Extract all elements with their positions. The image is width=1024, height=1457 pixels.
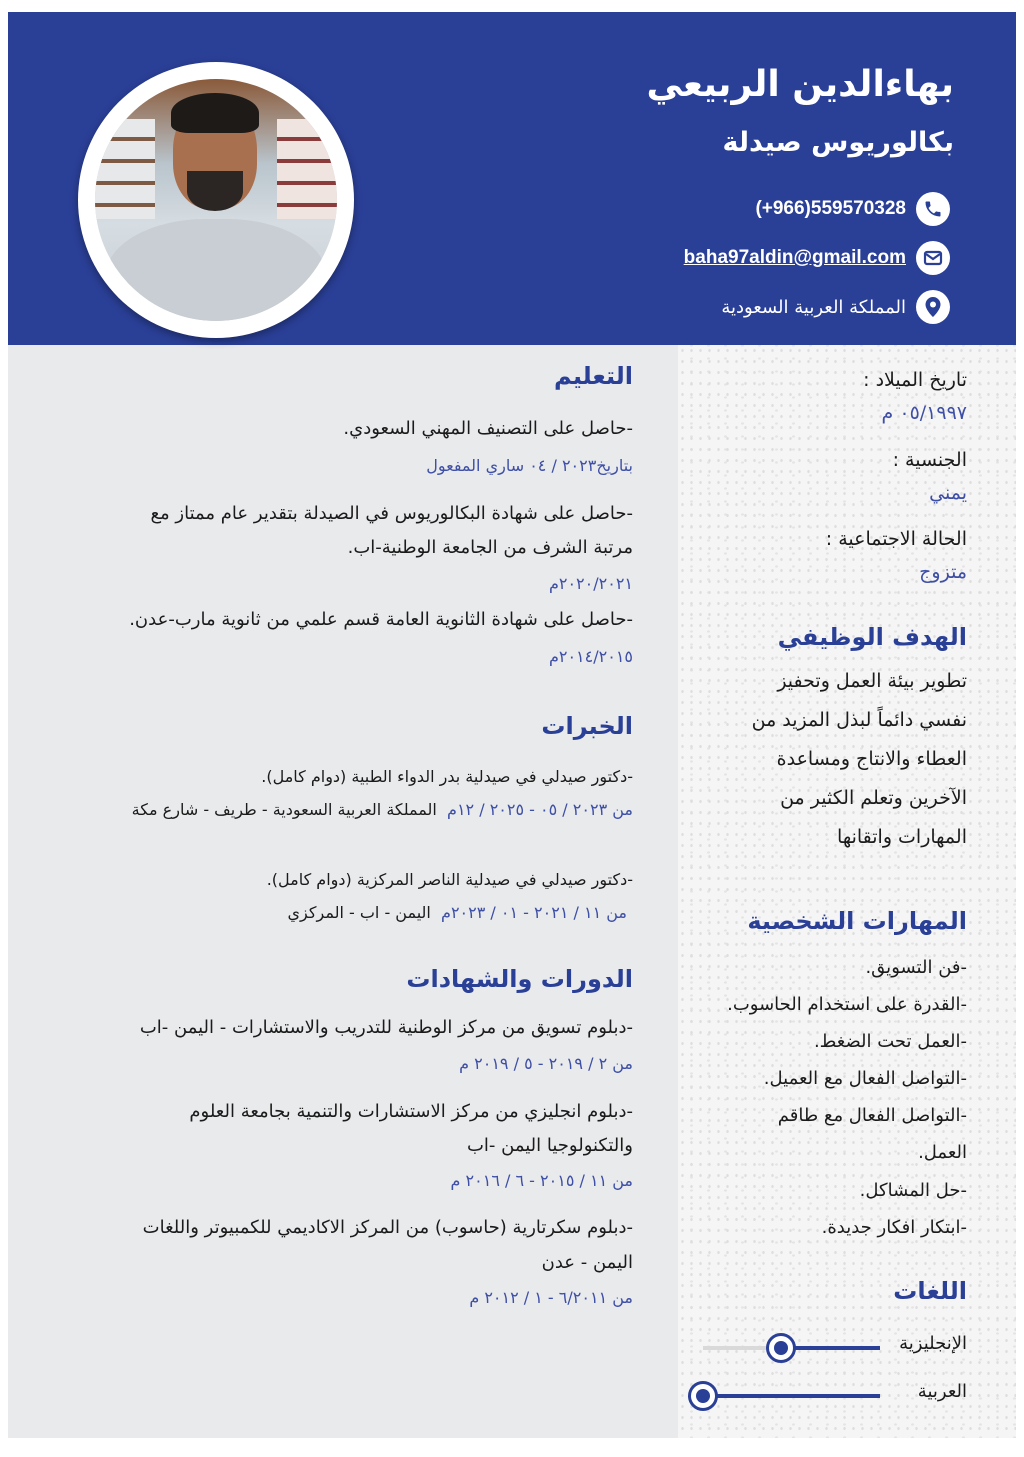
skill-item: -القدرة على استخدام الحاسوب.	[727, 994, 967, 1015]
experience-date: من ١١ / ٢٠٢١ - ٠١ / ٢٠٢٣م	[441, 903, 627, 922]
course-item: -دبلوم سكرتارية (حاسوب) من المركز الاكاديمي للكمبيوتر واللغات	[142, 1217, 633, 1238]
course-item: -دبلوم تسويق من مركز الوطنية للتدريب والاستشارات - اليمن -اب	[139, 1017, 633, 1038]
degree-title: بكالوريوس صيدلة	[722, 127, 954, 158]
course-item: اليمن - عدن	[541, 1252, 633, 1273]
education-item: مرتبة الشرف من الجامعة الوطنية-اب.	[347, 537, 633, 558]
nationality-value: يمني	[929, 482, 967, 504]
location-pin-icon	[916, 290, 950, 324]
language-name-english: الإنجليزية	[899, 1333, 967, 1354]
language-name-arabic: العربية	[917, 1381, 967, 1402]
experience-place: اليمن - اب - المركزي	[287, 903, 431, 922]
course-date: من ٦/٢٠١١ - ١ / ٢٠١٢ م	[469, 1288, 633, 1307]
nationality-label: الجنسية :	[892, 449, 967, 471]
phone-row	[755, 192, 950, 226]
birth-value: ٠٥/١٩٩٧ م	[881, 402, 967, 424]
birth-label: تاريخ الميلاد :	[863, 369, 967, 391]
skill-item: -العمل تحت الضغط.	[813, 1031, 967, 1052]
skill-item: -فن التسويق.	[865, 957, 967, 978]
education-item: -حاصل على التصنيف المهني السعودي.	[343, 418, 633, 439]
education-date: بتاريخ٢٠٢٣ / ٠٤ ساري المفعول	[426, 456, 633, 475]
course-date: من ٢ / ٢٠١٩ - ٥ / ٢٠١٩ م	[459, 1054, 633, 1073]
envelope-icon	[916, 241, 950, 275]
marital-value: متزوج	[919, 561, 967, 583]
email-link[interactable]: baha97aldin@gmail.com	[683, 247, 906, 268]
experience-date: من ٢٠٢٣ / ٠٥ - ٢٠٢٥ / ١٢م	[447, 800, 633, 819]
objective-line: الآخرين وتعلم الكثير من	[780, 787, 967, 809]
education-heading: التعليم	[554, 362, 633, 390]
experience-title: -دكتور صيدلي في صيدلية الناصر المركزية (دوام كامل).	[266, 870, 633, 889]
language-level-knob	[688, 1381, 718, 1411]
experience-title: -دكتور صيدلي في صيدلية بدر الدواء الطبية (دوام كامل).	[261, 767, 633, 786]
language-level-english	[703, 1346, 880, 1350]
skill-item: -حل المشاكل.	[859, 1180, 967, 1201]
objective-line: المهارات واتقانها	[837, 826, 967, 848]
location-row	[721, 290, 950, 324]
education-item: -حاصل على شهادة الثانوية العامة قسم علمي من ثانوية مارب-عدن.	[129, 609, 633, 630]
experience-heading: الخبرات	[541, 712, 633, 740]
experience-meta	[288, 903, 627, 922]
profile-photo-frame	[78, 62, 354, 338]
languages-heading: اللغات	[893, 1277, 967, 1305]
education-date: ٢٠٢٠/٢٠٢١م	[548, 574, 633, 593]
full-name: بهاءالدين الربيعي	[646, 64, 954, 105]
course-item: والتكنولوجيا اليمن -اب	[466, 1135, 633, 1156]
language-level-fill	[703, 1394, 880, 1398]
profile-photo	[95, 79, 337, 321]
objective-line: العطاء والانتاج ومساعدة	[776, 748, 967, 770]
phone-icon	[916, 192, 950, 226]
course-date: من ١١ / ٢٠١٥ - ٦ / ٢٠١٦ م	[450, 1171, 633, 1190]
skills-heading: المهارات الشخصية	[747, 907, 967, 935]
skill-item: -ابتكار افكار جديدة.	[821, 1217, 967, 1238]
objective-line: تطوير بيئة العمل وتحفيز	[777, 670, 967, 692]
education-date: ٢٠١٤/٢٠١٥م	[548, 647, 633, 666]
courses-heading: الدورات والشهادات	[406, 965, 633, 993]
language-level-knob	[766, 1333, 796, 1363]
sidebar	[678, 345, 1016, 1438]
phone-number: (+966)559570328	[755, 198, 906, 219]
course-item: -دبلوم انجليزي من مركز الاستشارات والتنمية بجامعة العلوم	[189, 1101, 633, 1122]
header	[8, 12, 1016, 345]
experience-place: المملكة العربية السعودية - طريف - شارع مكة	[131, 800, 437, 819]
skill-item: العمل.	[918, 1142, 967, 1163]
experience-meta	[132, 800, 633, 819]
email-row	[684, 241, 950, 275]
education-item: -حاصل على شهادة البكالوريوس في الصيدلة بتقدير عام ممتاز مع	[150, 503, 633, 524]
location-text: المملكة العربية السعودية	[721, 296, 906, 318]
objective-line: نفسي دائماً لبذل المزيد من	[751, 709, 967, 731]
objective-heading: الهدف الوظيفي	[777, 623, 967, 651]
skill-item: -التواصل الفعال مع طاقم	[777, 1105, 967, 1126]
resume-page	[8, 12, 1016, 1438]
skill-item: -التواصل الفعال مع العميل.	[763, 1068, 967, 1089]
language-level-arabic	[703, 1394, 880, 1398]
marital-label: الحالة الاجتماعية :	[825, 528, 967, 550]
